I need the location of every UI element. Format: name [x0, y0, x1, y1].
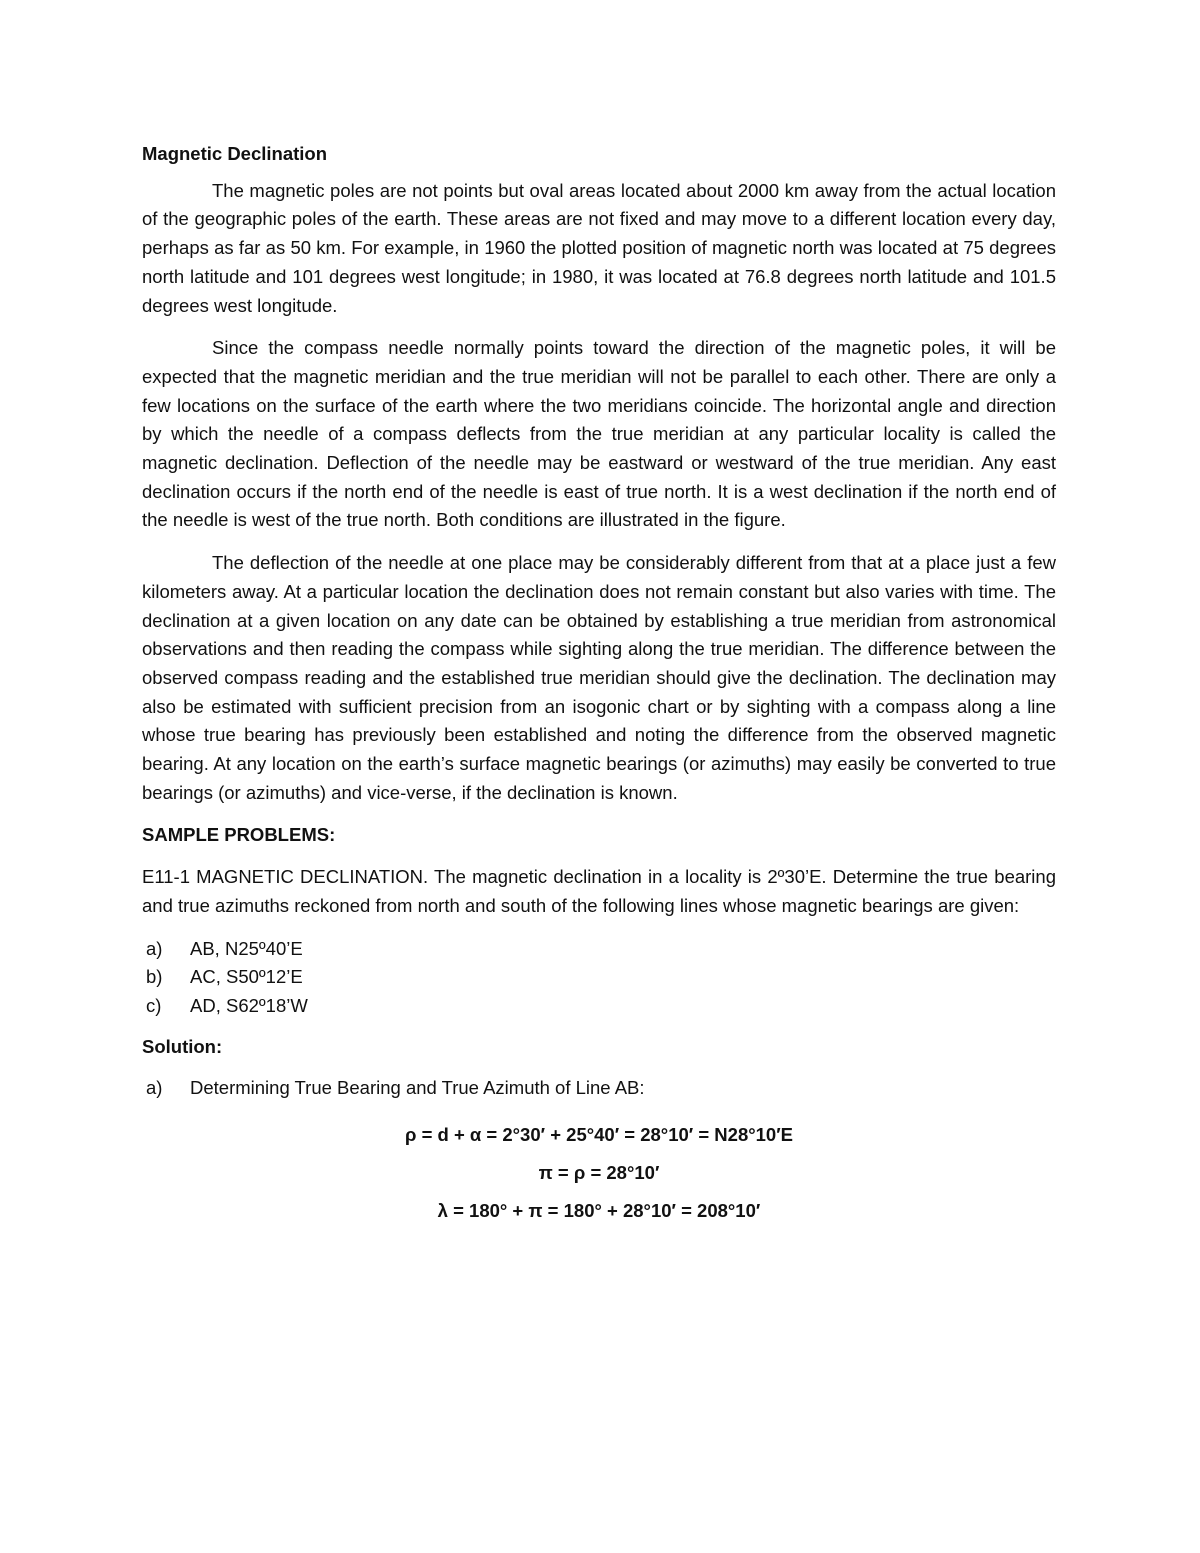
paragraph-magnetic-poles: The magnetic poles are not points but oval areas located about 2000 km away from the actual location of the geographic poles of the earth. These areas are not fixed and may move to a different location every day, perhaps as far as 50 km. For example, in 1960 the plotted position of magnetic north was located at 75 degrees north latitude and 101 degrees west longitude; in 1980, it was located at 76.8 degrees north latitude and 101.5 degrees west longitude. — [142, 179, 1056, 316]
solution-steps — [142, 1074, 1056, 1103]
equations-block — [142, 1121, 1056, 1225]
list-marker: c) — [146, 994, 162, 1016]
paragraph-declination-variation: The deflection of the needle at one place may be considerably different from that at a place just a few kilometers away. At a particular location the declination does not remain constant but also varies with time. The declination at a given location on any date can be obtained by establishing a true meridian from astronomical observations and then reading the compass while sighting along the true meridian. The difference between the observed compass reading and the established true meridian should give the declination. The declination may also be estimated with sufficient precision from an isogonic chart or by sighting with a compass along a line whose true bearing has previously been established and noting the difference from the observed magnetic bearing. At any location on the earth’s surface magnetic bearings (or azimuths) may easily be converted to true bearings (or azimuths) and vice-verse, if the declination is known. — [142, 552, 1056, 803]
problem-statement: E11-1 MAGNETIC DECLINATION. The magnetic declination in a locality is 2º30’E. Determine the true bearing and true azimuths reckoned from north and south of the following lines whose magnetic bearings are given: — [142, 866, 1056, 916]
equation-north-azimuth: π = ρ = 28°10′ — [538, 1161, 660, 1183]
list-item — [142, 992, 1056, 1021]
list-item — [142, 963, 1056, 992]
document-page — [142, 140, 1056, 1234]
given-lines-list — [142, 935, 1056, 1021]
equation-bearing: ρ = d + α = 2°30′ + 25°40′ = 28°10′ = N28°10′E — [405, 1124, 793, 1146]
equation-south-azimuth: λ = 180° + π = 180° + 28°10′ = 208°10′ — [437, 1199, 761, 1221]
sample-problems-heading: SAMPLE PROBLEMS: — [142, 824, 336, 846]
list-item-text: AC, S50º12’E — [190, 966, 303, 988]
list-item — [142, 935, 1056, 964]
document-title: Magnetic Declination — [142, 143, 328, 164]
solution-step — [142, 1074, 1056, 1103]
paragraph-declination-definition: Since the compass needle normally points toward the direction of the magnetic poles, it will be expected that the magnetic meridian and the true meridian will not be parallel to each other. There are only a few locations on the surface of the earth where the two meridians coincide. The horizontal angle and direction by which the needle of a compass deflects from the true meridian at any particular locality is called the magnetic declination. Deflection of the needle may be eastward or westward of the true meridian. Any east declination occurs if the north end of the needle is east of true north. It is a west declination if the north end of the needle is west of the true north. Both conditions are illustrated in the figure. — [142, 337, 1056, 531]
list-marker: b) — [146, 966, 163, 988]
solution-heading: Solution: — [142, 1035, 223, 1057]
list-marker: a) — [146, 937, 163, 959]
list-item-text: AB, N25º40’E — [190, 937, 303, 959]
step-text: Determining True Bearing and True Azimuth of Line AB: — [190, 1077, 645, 1099]
step-marker: a) — [146, 1077, 163, 1099]
list-item-text: AD, S62º18’W — [190, 994, 308, 1016]
